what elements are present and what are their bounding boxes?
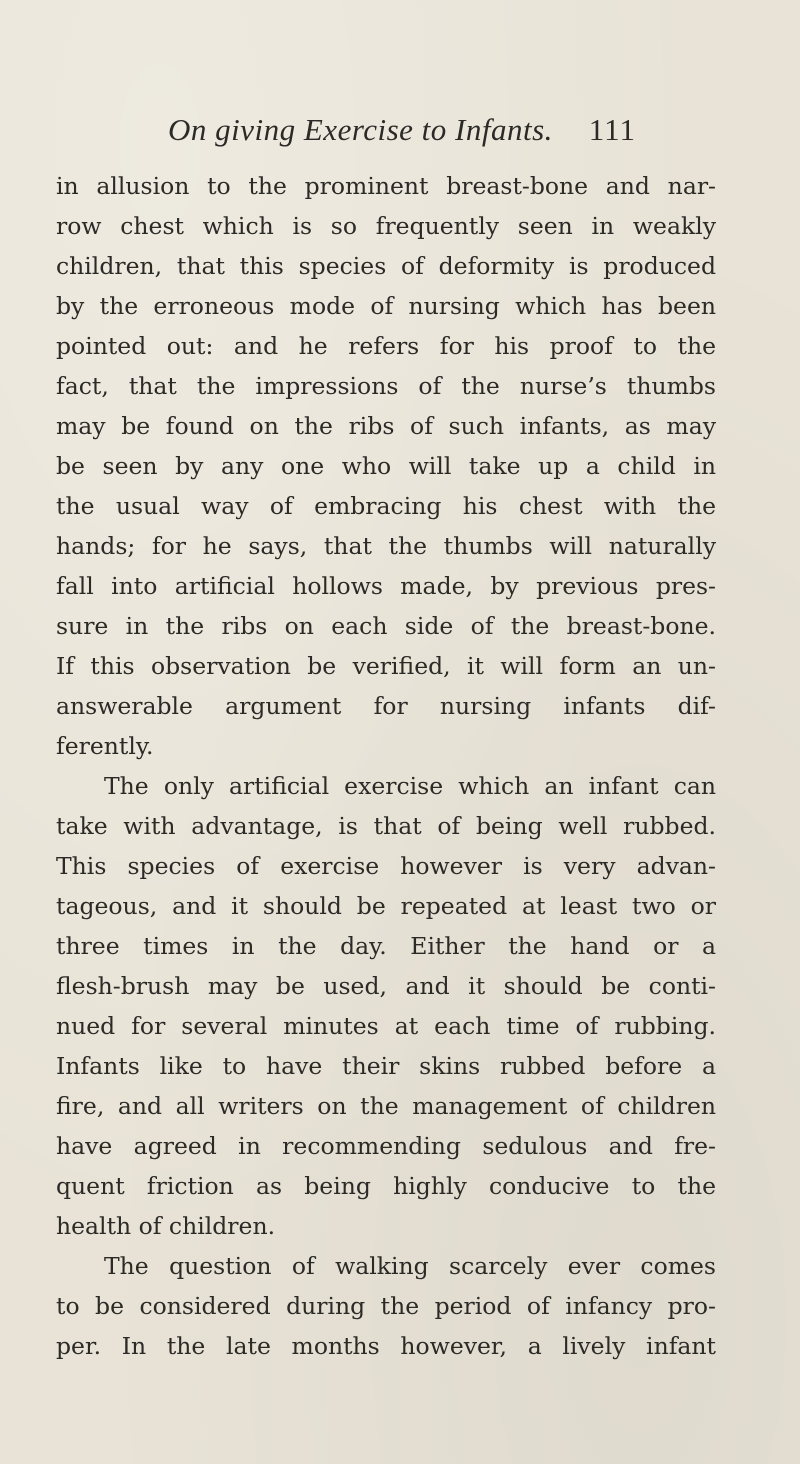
body-text bbox=[56, 166, 716, 1366]
text-line: per. In the late months however, a lively infant bbox=[56, 1332, 716, 1360]
page-number: 111 bbox=[588, 112, 636, 147]
running-title: On giving Exercise to Infants. bbox=[168, 112, 553, 147]
text-line: The question of walking scarcely ever comes bbox=[104, 1252, 716, 1280]
text-line: take with advantage, is that of being well rubbed. bbox=[56, 812, 716, 840]
text-line: tageous, and it should be repeated at least two or bbox=[56, 892, 716, 920]
text-line: nued for several minutes at each time of rubbing. bbox=[56, 1012, 716, 1040]
text-line: the usual way of embracing his chest with the bbox=[56, 492, 716, 520]
text-line: have agreed in recommending sedulous and fre- bbox=[56, 1132, 716, 1160]
text-line: health of children. bbox=[56, 1212, 276, 1240]
text-line: flesh-brush may be used, and it should be conti- bbox=[56, 972, 716, 1000]
text-line: If this observation be verified, it will form an un- bbox=[56, 652, 716, 680]
text-line: by the erroneous mode of nursing which has been bbox=[56, 292, 716, 320]
text-line: fact, that the impressions of the nurse’s thumbs bbox=[56, 372, 716, 400]
text-line: sure in the ribs on each side of the breast-bone. bbox=[56, 612, 716, 640]
page-header bbox=[168, 112, 636, 152]
text-line: The only artificial exercise which an infant can bbox=[104, 772, 716, 800]
text-line: ferently. bbox=[56, 732, 154, 760]
text-line: hands; for he says, that the thumbs will naturally bbox=[56, 532, 716, 560]
text-line: fire, and all writers on the management of children bbox=[56, 1092, 716, 1120]
text-line: pointed out: and he refers for his proof to the bbox=[56, 332, 716, 360]
text-line: row chest which is so frequently seen in weakly bbox=[56, 212, 716, 240]
text-line: may be found on the ribs of such infants, as may bbox=[56, 412, 716, 440]
text-line: fall into artificial hollows made, by previous pres- bbox=[56, 572, 716, 600]
text-line: quent friction as being highly conducive to the bbox=[56, 1172, 716, 1200]
text-line: children, that this species of deformity is produced bbox=[56, 252, 716, 280]
text-line: in allusion to the prominent breast-bone and nar- bbox=[56, 172, 716, 200]
text-line: be seen by any one who will take up a child in bbox=[56, 452, 716, 480]
text-line: This species of exercise however is very advan- bbox=[56, 852, 716, 880]
text-line: Infants like to have their skins rubbed before a bbox=[56, 1052, 716, 1080]
text-line: answerable argument for nursing infants dif- bbox=[56, 692, 716, 720]
text-line: three times in the day. Either the hand or a bbox=[56, 932, 716, 960]
text-line: to be considered during the period of infancy pro- bbox=[56, 1292, 716, 1320]
